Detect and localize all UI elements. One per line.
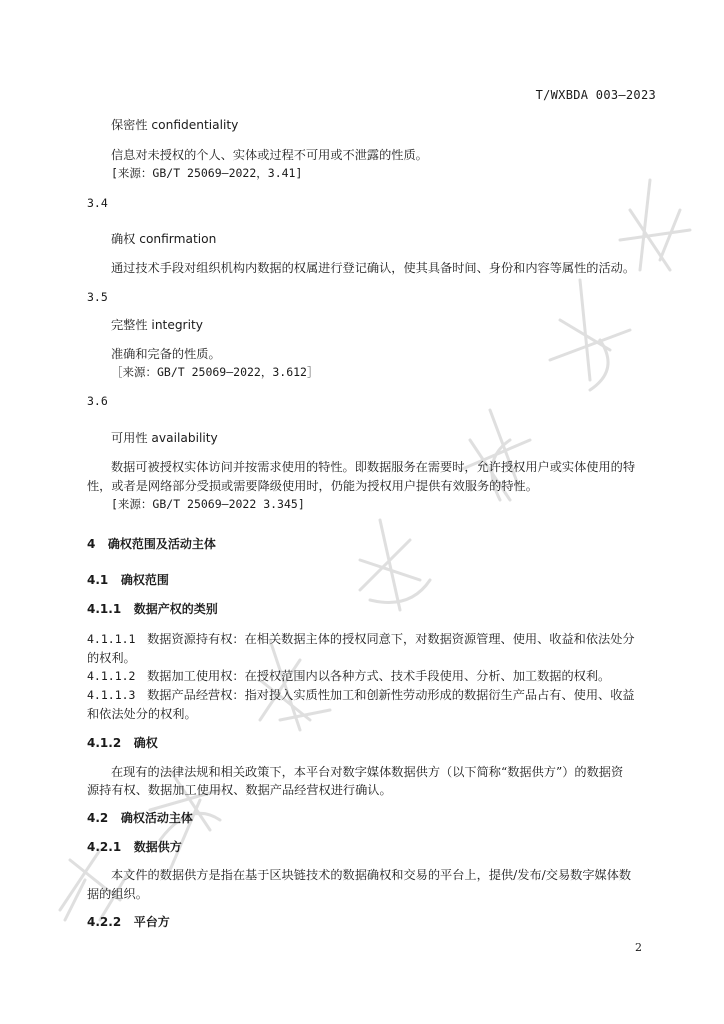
clause-4-1-1-3-line1 [87, 687, 635, 704]
term-heading-integrity: 完整性 integrity [111, 318, 203, 332]
section-title: 确权范围 [120, 573, 169, 587]
section-heading-4 [87, 536, 216, 553]
term-heading-confidentiality: 保密性 confidentiality [111, 118, 239, 132]
section-heading-4-1 [87, 572, 169, 589]
section-title: 确权范围及活动主体 [107, 537, 216, 551]
term-definition-integrity: 准确和完备的性质。 [111, 347, 221, 361]
paragraph-4-2-1-line2: 据的组织。 [87, 887, 148, 901]
clause-4-1-1-1-line2: 的权利。 [87, 651, 136, 665]
section-number: 4.2.1 [87, 840, 122, 854]
clause-text: 数据资源持有权：在相关数据主体的授权同意下，对数据资源管理、使用、收益和依法处分 [147, 632, 635, 646]
clause-number-3-5: 3.5 [87, 290, 108, 304]
section-heading-4-2 [87, 810, 193, 827]
section-title: 确权 [133, 736, 158, 750]
term-heading-availability: 可用性 availability [111, 431, 218, 445]
section-heading-4-2-2 [87, 914, 170, 931]
clause-4-1-1-3-line2: 和依法处分的权利。 [87, 707, 197, 721]
page-number: 2 [635, 941, 642, 954]
paragraph-4-2-1-line1: 本文件的数据供方是指在基于区块链技术的数据确权和交易的平台上，提供/发布/交易数字媒体数 [111, 868, 632, 882]
section-title: 平台方 [133, 915, 170, 929]
section-heading-4-1-1 [87, 601, 218, 618]
clause-number-3-6: 3.6 [87, 394, 108, 408]
clause-text: 数据产品经营权：指对投入实质性加工和创新性劳动形成的数据衍生产品占有、使用、收益 [147, 688, 635, 702]
term-definition-confidentiality: 信息对未授权的个人、实体或过程不可用或不泄露的性质。 [111, 148, 428, 162]
section-number: 4.1.1 [87, 602, 122, 616]
section-number: 4.2.2 [87, 915, 122, 929]
clause-text: 数据加工使用权：在授权范围内以各种方式、技术手段使用、分析、加工数据的权利。 [147, 669, 611, 683]
section-heading-4-2-1 [87, 839, 182, 856]
section-number: 4.1.2 [87, 736, 122, 750]
clause-number: 4.1.1.2 [87, 669, 136, 683]
term-definition-availability-line1: 数据可被授权实体访问并按需求使用的特性。即数据服务在需要时，允许授权用户或实体使用的特 [111, 460, 636, 474]
term-definition-availability-line2: 性，或者是网络部分受损或需要降级使用时，仍能为授权用户提供有效服务的特性。 [87, 479, 538, 493]
clause-number: 4.1.1.1 [87, 632, 136, 646]
paragraph-4-1-2-line1: 在现有的法律法规和相关政策下，本平台对数字媒体数据供方（以下简称“数据供方”）的数据资 [111, 765, 624, 779]
section-title: 数据产权的类别 [133, 602, 218, 616]
term-heading-confirmation: 确权 confirmation [111, 232, 217, 246]
term-source-availability: [来源：GB/T 25069—2022 3.345] [111, 497, 305, 511]
clause-number-3-4: 3.4 [87, 196, 108, 210]
clause-number: 4.1.1.3 [87, 688, 136, 702]
section-heading-4-1-2 [87, 735, 158, 752]
term-source-confidentiality: [来源：GB/T 25069—2022，3.41] [111, 166, 303, 180]
term-definition-confirmation: 通过技术手段对组织机构内数据的权属进行登记确认，使其具备时间、身份和内容等属性的活动。 [111, 261, 636, 275]
section-number: 4 [87, 537, 96, 551]
clause-4-1-1-2-line1 [87, 668, 610, 685]
section-title: 数据供方 [133, 840, 182, 854]
term-source-integrity: ［来源：GB/T 25069—2022，3.612］ [111, 365, 319, 379]
document-code-header: T/WXBDA 003—2023 [535, 88, 656, 102]
paragraph-4-1-2-line2: 源持有权、数据加工使用权、数据产品经营权进行确认。 [87, 783, 392, 797]
section-number: 4.1 [87, 573, 109, 587]
section-number: 4.2 [87, 811, 109, 825]
clause-4-1-1-1-line1 [87, 631, 635, 648]
section-title: 确权活动主体 [120, 811, 193, 825]
